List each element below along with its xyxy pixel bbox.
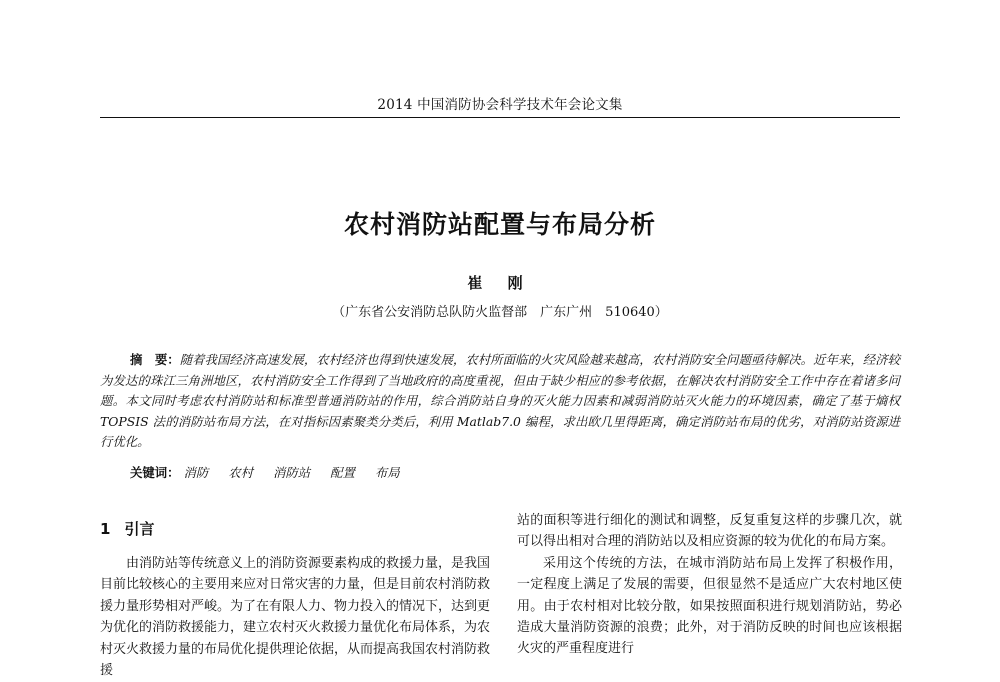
keywords: [130, 463, 900, 481]
keywords-label: 关键词：: [130, 465, 180, 480]
keyword: 消防: [183, 465, 209, 480]
paper-affiliation: （广东省公安消防总队防火监督部 广东广州 510640）: [332, 305, 668, 320]
section-title: 引言: [124, 520, 155, 538]
left-column: [100, 518, 490, 681]
right-column: [517, 510, 902, 660]
body-paragraph-continued: 站的面积等进行细化的测试和调整，反复重复这样的步骤几次，就可以得出相对合理的消防站以及相应资源的较为优化的布局方案。: [517, 513, 902, 550]
abstract: [100, 350, 900, 453]
section-heading: [100, 518, 490, 539]
paper-author: 崔 刚: [467, 274, 533, 292]
body-paragraph: 采用这个传统的方法，在城市消防站布局上发挥了积极作用，一定程度上满足了发展的需要，但很显然不是适应广大农村地区使用。由于农村相对比较分散，如果按照面积进行规划消防站，势必造成大量消防资源的浪费；此外，对于消防反映的时间也应该根据火灾的严重程度进行: [517, 555, 902, 657]
keyword: 配置: [330, 465, 355, 480]
header-rule: [100, 117, 900, 118]
section-number: 1: [100, 520, 111, 538]
abstract-text: 随着我国经济高速发展，农村经济也得到快速发展，农村所面临的火灾风险越来越高，农村消防安全问题亟待解决。近年来，经济较为发达的珠江三角洲地区，农村消防安全工作得到了当地政府的高度重视，但由于缺少相应的参考依据，在解决农村消防安全工作中存在着诸多问题。本文同时考虑农村消防站和标准型普通消防站的作用，综合消防站自身的灭火能力因素和减弱消防站灭火能力的环境因素，确定了基于熵权 TOPSIS 法的消防站布局方法，在对指标因素聚类分类后，利用 Matlab7.0 编程，求出欧几里得距离，确定消防站布局的优劣，对消防站资源进行优化。: [100, 352, 901, 450]
keyword: 布局: [374, 465, 400, 480]
body-paragraph: 由消防站等传统意义上的消防资源要素构成的救援力量，是我国目前比较核心的主要用来应对日常灾害的力量，但是目前农村消防救援力量形势相对严峻。为了在有限人力、物力投入的情况下，达到更为优化的消防救援能力，建立农村灭火救援力量优化布局体系，为农村灭火救援力量的布局优化提供理论依据，从而提高我国农村消防救援: [100, 556, 491, 679]
abstract-label: 摘 要：: [130, 352, 180, 367]
paper-title: 农村消防站配置与布局分析: [343, 210, 656, 239]
keyword: 农村: [228, 465, 254, 480]
running-header: 2014 中国消防协会科学技术年会论文集: [377, 97, 623, 113]
keyword: 消防站: [272, 465, 311, 480]
